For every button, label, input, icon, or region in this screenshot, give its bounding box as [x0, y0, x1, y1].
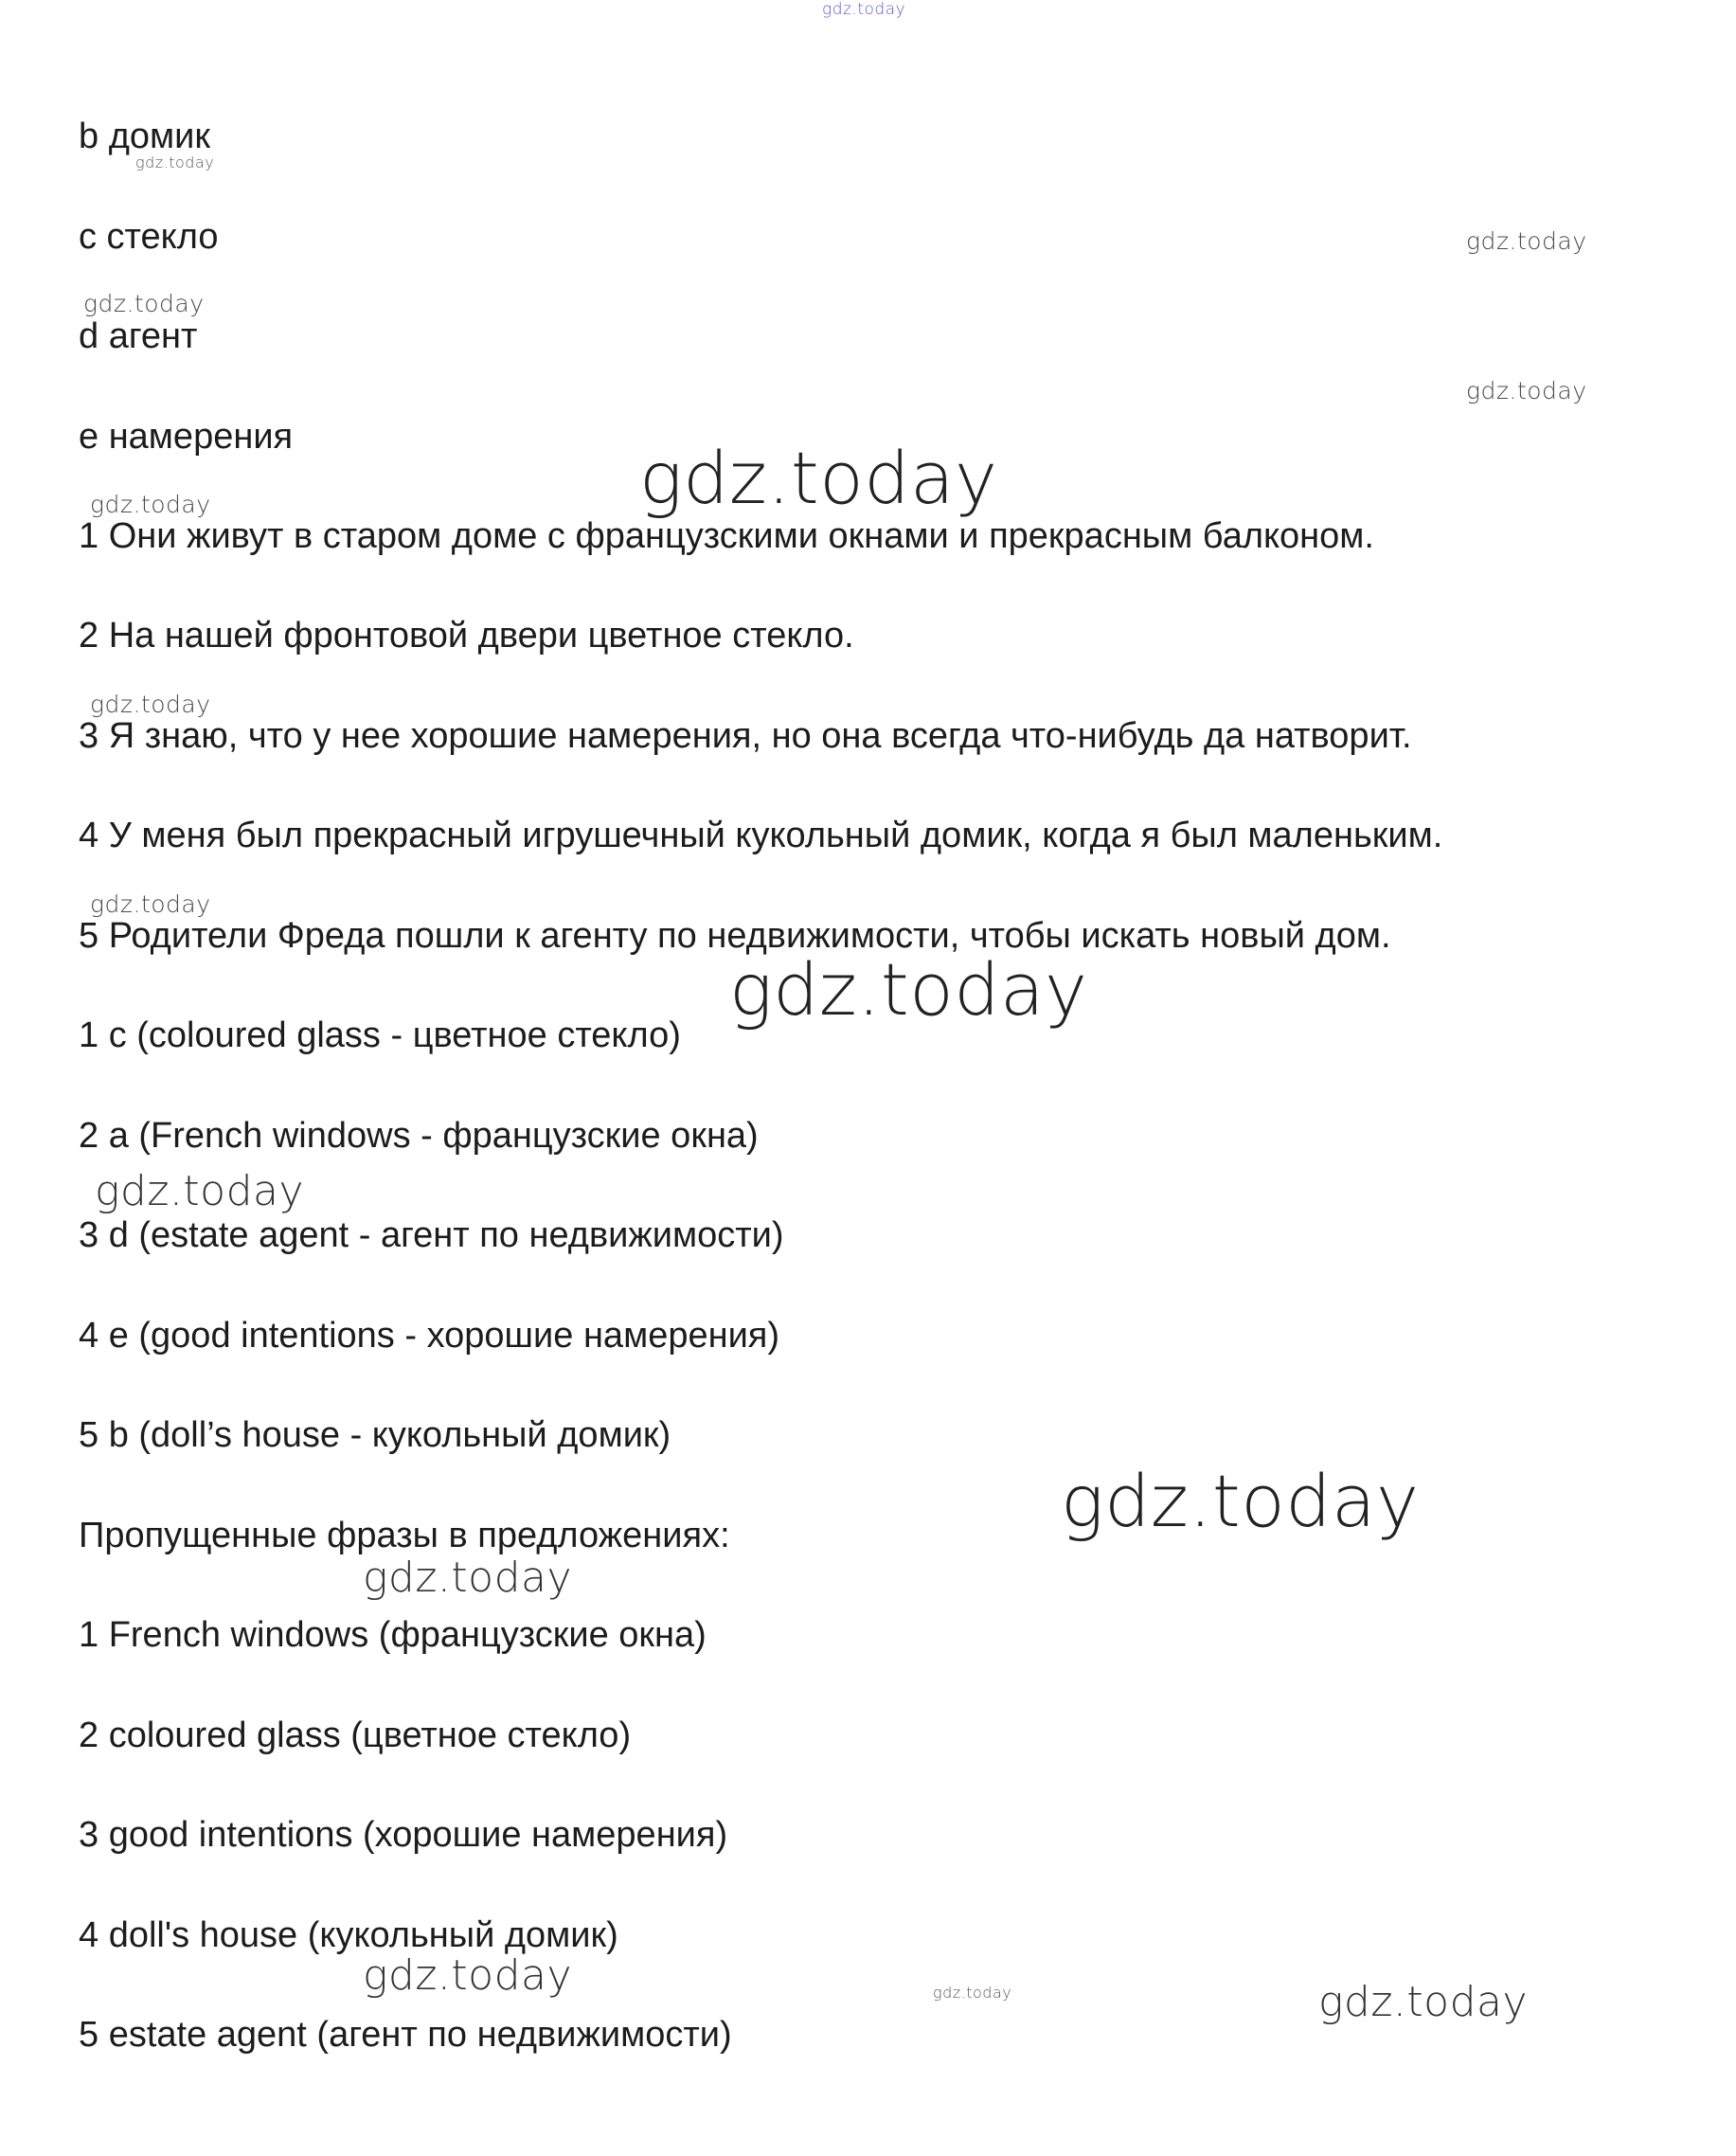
watermark: gdz.today	[1061, 1459, 1420, 1543]
missing-phrase: 3 good intentions (хорошие намерения)	[79, 1815, 728, 1855]
vocab-item: b домик	[79, 117, 210, 156]
watermark: gdz.today	[90, 890, 211, 918]
missing-phrase: 4 doll's house (кукольный домик)	[79, 1915, 618, 1955]
translation-sentence: 2 На нашей фронтовой двери цветное стекло.	[79, 616, 854, 656]
section-heading: Пропущенные фразы в предложениях:	[79, 1516, 730, 1555]
watermark: gdz.today	[822, 0, 906, 19]
watermark: gdz.today	[363, 1951, 573, 2000]
match-answer: 5 b (doll’s house - кукольный домик)	[79, 1415, 671, 1455]
watermark: gdz.today	[639, 436, 998, 520]
match-answer: 1 c (coloured glass - цветное стекло)	[79, 1015, 681, 1055]
match-answer: 4 e (good intentions - хорошие намерения)	[79, 1316, 780, 1356]
watermark: gdz.today	[135, 153, 215, 171]
translation-sentence: 3 Я знаю, что у нее хорошие намерения, но она всегда что-нибудь да натворит.	[79, 716, 1412, 756]
watermark: gdz.today	[90, 491, 211, 518]
match-answer: 2 a (French windows - французские окна)	[79, 1116, 759, 1156]
watermark: gdz.today	[933, 1984, 1012, 2002]
translation-sentence: 5 Родители Фреда пошли к агенту по недвижимости, чтобы искать новый дом.	[79, 916, 1391, 956]
missing-phrase: 5 estate agent (агент по недвижимости)	[79, 2015, 732, 2055]
vocab-item: d агент	[79, 316, 198, 356]
watermark: gdz.today	[1466, 377, 1587, 404]
watermark: gdz.today	[83, 290, 205, 317]
translation-sentence: 4 У меня был прекрасный игрушечный кукольный домик, когда я был маленьким.	[79, 816, 1443, 855]
watermark: gdz.today	[1466, 227, 1587, 255]
watermark: gdz.today	[1318, 1978, 1529, 2026]
missing-phrase: 2 coloured glass (цветное стекло)	[79, 1716, 632, 1755]
missing-phrase: 1 French windows (французские окна)	[79, 1615, 707, 1655]
watermark: gdz.today	[95, 1167, 305, 1215]
watermark: gdz.today	[729, 947, 1088, 1032]
vocab-item: c стекло	[79, 217, 219, 257]
vocab-item: e намерения	[79, 417, 294, 457]
translation-sentence: 1 Они живут в старом доме с французскими окнами и прекрасным балконом.	[79, 516, 1374, 556]
match-answer: 3 d (estate agent - агент по недвижимости)	[79, 1215, 784, 1255]
watermark: gdz.today	[90, 691, 211, 718]
watermark: gdz.today	[363, 1554, 573, 1602]
